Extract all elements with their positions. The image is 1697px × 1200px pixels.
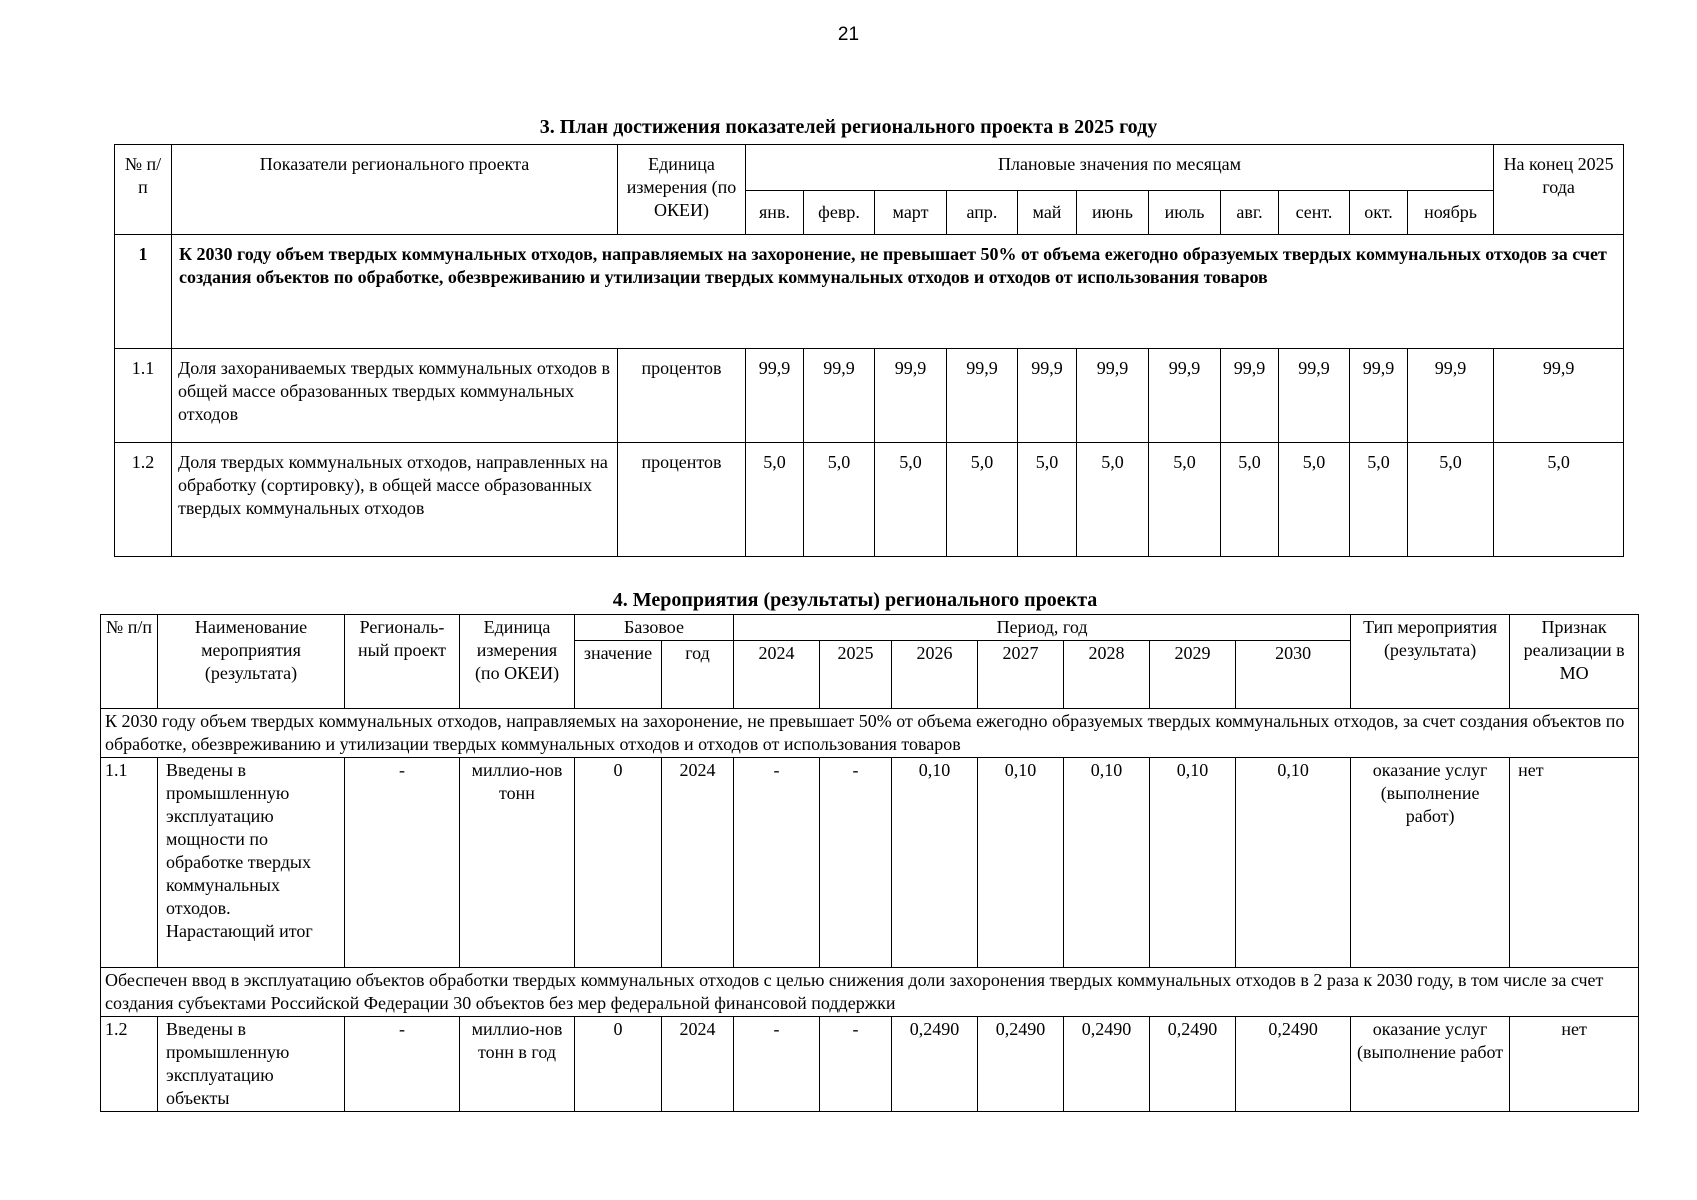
month-header: окт.: [1350, 191, 1408, 235]
month-value: 5,0: [746, 443, 804, 557]
table4-title: 4. Мероприятия (результаты) регионального проекта: [612, 589, 1098, 611]
month-header: апр.: [947, 191, 1018, 235]
year-value: 0,2490: [1236, 1017, 1351, 1112]
year-header: 2029: [1150, 641, 1236, 709]
year-value: 0,2490: [1064, 1017, 1150, 1112]
goal-num: 1: [115, 235, 172, 349]
year-header: 2026: [892, 641, 978, 709]
header-unit: Единица измерения (по ОКЕИ): [460, 615, 575, 709]
project-activities-table: [100, 614, 1639, 1112]
header-num: № п/п: [101, 615, 158, 709]
table-row: [101, 1017, 1639, 1112]
goal-row-2: Обеспечен ввод в эксплуатацию объектов обработки твердых коммунальных отходов с целью снижения доли захоронения твердых коммунальных отходов в 2 раза к 2030 году, в том числе за счет создания субъектами Российской Федерации 30 объектов без мер федеральной финансовой поддержки: [101, 968, 1639, 1017]
year-header: 2028: [1064, 641, 1150, 709]
header-base-value: значение: [575, 641, 662, 709]
month-value: 99,9: [1279, 349, 1350, 443]
month-value: 99,9: [746, 349, 804, 443]
month-header: ноябрь: [1408, 191, 1494, 235]
month-value: 5,0: [1408, 443, 1494, 557]
goal-row-1: К 2030 году объем твердых коммунальных отходов, направляемых на захоронение, не превышает 50% от объема ежегодно образуемых твердых коммунальных отходов, за счет создания объектов по обработке, обезвреживанию и утилизации твердых коммунальных отходов и отходов от использования товаров: [101, 709, 1639, 758]
row-num: 1.1: [101, 758, 158, 968]
month-header: авг.: [1221, 191, 1279, 235]
header-name: Наименование мероприятия (результата): [158, 615, 345, 709]
row-base-year: 2024: [662, 1017, 734, 1112]
month-value: 5,0: [875, 443, 947, 557]
year-value: 0,10: [978, 758, 1064, 968]
row-name: Доля твердых коммунальных отходов, направленных на обработку (сортировку), в общей массе образованных твердых коммунальных отходов: [172, 443, 618, 557]
header-base: Базовое: [575, 615, 734, 641]
row-name: Введены в промышленную эксплуатацию мощности по обработке твердых коммунальных отходов. Нарастающий итог: [158, 758, 345, 968]
table-row: [115, 349, 1624, 443]
year-value: -: [734, 1017, 820, 1112]
year-value: 0,10: [1064, 758, 1150, 968]
month-value: 5,0: [1077, 443, 1149, 557]
header-period: Период, год: [734, 615, 1351, 641]
header-unit: Единица измерения (по ОКЕИ): [618, 145, 746, 235]
row-mo: нет: [1510, 1017, 1639, 1112]
row-base-year: 2024: [662, 758, 734, 968]
year-value: 0,10: [892, 758, 978, 968]
year-value: -: [820, 1017, 892, 1112]
month-value: 99,9: [1149, 349, 1221, 443]
row-regional: -: [345, 1017, 460, 1112]
row-num: 1.2: [101, 1017, 158, 1112]
table3-title: 3. План достижения показателей регионального проекта в 2025 году: [539, 116, 1158, 138]
month-value: 99,9: [1408, 349, 1494, 443]
month-value: 99,9: [1221, 349, 1279, 443]
row-num: 1.2: [115, 443, 172, 557]
month-header: сент.: [1279, 191, 1350, 235]
month-value: 99,9: [875, 349, 947, 443]
table-row: [115, 443, 1624, 557]
row-num: 1.1: [115, 349, 172, 443]
row-unit: процентов: [618, 443, 746, 557]
goal-text: К 2030 году объем твердых коммунальных отходов, направляемых на захоронение, не превышает 50% от объема ежегодно образуемых твердых коммунальных отходов за счет создания объектов по обработке, обезвреживанию и утилизации твердых коммунальных отходов и отходов от использования товаров: [172, 235, 1624, 349]
month-value: 5,0: [947, 443, 1018, 557]
month-value: 5,0: [1149, 443, 1221, 557]
end-year-value: 5,0: [1494, 443, 1624, 557]
indicators-plan-table: [114, 144, 1624, 557]
page-number: 21: [837, 24, 860, 45]
month-value: 99,9: [804, 349, 875, 443]
month-header: март: [875, 191, 947, 235]
year-header: 2024: [734, 641, 820, 709]
month-value: 99,9: [1077, 349, 1149, 443]
month-header: июнь: [1077, 191, 1149, 235]
end-year-value: 99,9: [1494, 349, 1624, 443]
year-header: 2025: [820, 641, 892, 709]
header-regional: Региональ-ный проект: [345, 615, 460, 709]
row-unit: миллио-нов тонн: [460, 758, 575, 968]
table-row: [101, 758, 1639, 968]
year-value: -: [820, 758, 892, 968]
row-type: оказание услуг (выполнение работ): [1351, 758, 1510, 968]
month-value: 99,9: [1018, 349, 1077, 443]
row-base-value: 0: [575, 758, 662, 968]
year-value: 0,2490: [1150, 1017, 1236, 1112]
year-value: 0,2490: [892, 1017, 978, 1112]
month-header: май: [1018, 191, 1077, 235]
header-base-year: год: [662, 641, 734, 709]
year-value: 0,10: [1150, 758, 1236, 968]
header-num: № п/п: [115, 145, 172, 235]
year-value: 0,2490: [978, 1017, 1064, 1112]
row-mo: нет: [1510, 758, 1639, 968]
month-header: февр.: [804, 191, 875, 235]
row-regional: -: [345, 758, 460, 968]
row-base-value: 0: [575, 1017, 662, 1112]
month-value: 5,0: [1279, 443, 1350, 557]
month-value: 5,0: [1350, 443, 1408, 557]
header-indicators: Показатели регионального проекта: [172, 145, 618, 235]
month-value: 5,0: [1221, 443, 1279, 557]
month-header: июль: [1149, 191, 1221, 235]
row-type: оказание услуг (выполнение работ: [1351, 1017, 1510, 1112]
month-value: 99,9: [947, 349, 1018, 443]
row-name: Введены в промышленную эксплуатацию объекты: [158, 1017, 345, 1112]
row-name: Доля захораниваемых твердых коммунальных отходов в общей массе образованных твердых коммунальных отходов: [172, 349, 618, 443]
month-value: 99,9: [1350, 349, 1408, 443]
header-planned: Плановые значения по месяцам: [746, 145, 1494, 191]
year-header: 2027: [978, 641, 1064, 709]
month-value: 5,0: [804, 443, 875, 557]
header-mo: Признак реализации в МО: [1510, 615, 1639, 709]
year-header: 2030: [1236, 641, 1351, 709]
header-end-year: На конец 2025 года: [1494, 145, 1624, 235]
row-unit: миллио-нов тонн в год: [460, 1017, 575, 1112]
row-unit: процентов: [618, 349, 746, 443]
month-header: янв.: [746, 191, 804, 235]
year-value: 0,10: [1236, 758, 1351, 968]
header-type: Тип мероприятия (результата): [1351, 615, 1510, 709]
year-value: -: [734, 758, 820, 968]
month-value: 5,0: [1018, 443, 1077, 557]
